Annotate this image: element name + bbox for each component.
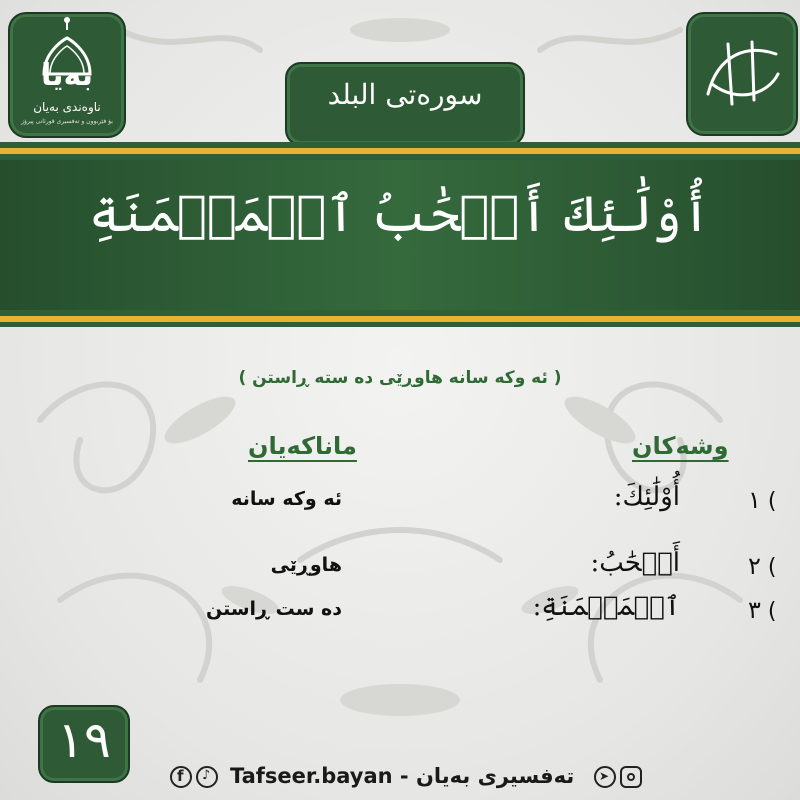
surah-name: سورەتی البلد [327,78,483,111]
facebook-icon[interactable]: f [170,766,192,788]
row-number: ٢ ( [748,552,777,580]
row-number: ٣ ( [748,596,777,624]
word-row [0,548,800,588]
word-meaning: ئه وکه سانه [231,488,342,510]
surah-name-box [285,62,525,146]
verse-text: أُوْلَٰئِكَ أَصۡحَٰبُ ٱلۡمَيۡمَنَةِ [89,185,711,243]
band-stripe [0,322,800,327]
footer-handle[interactable]: Tafseer.bayan - تەفسیری بەیان [230,764,575,788]
tiktok-icon[interactable]: ♪ [196,766,218,788]
telegram-icon[interactable]: ➤ [594,766,616,788]
word-row [0,482,800,522]
footer-social [170,762,650,792]
arabic-word: أَصۡحَٰبُ: [590,548,680,578]
word-meaning: ده ست ڕاستن [206,598,342,620]
words-column-header: وشەکان [632,432,729,460]
page-number: ١٩ [57,711,111,769]
word-meaning: هاوڕێی [270,554,342,576]
arabic-word: ٱلۡمَيۡمَنَةِ: [532,592,680,622]
instagram-icon[interactable] [620,766,642,788]
logo-main-text: بەیا [41,58,93,93]
meanings-column-header: ماناکەیان [248,432,357,460]
row-number: ١ ( [748,486,777,514]
page-number-box [38,705,130,783]
logo-box [8,12,126,138]
word-row [0,592,800,632]
verse-translation: ( ئه وکه سانه هاوڕێی ده سته ڕاستن ) [238,368,562,388]
arabic-word: أُوْلَٰئِكَ: [613,482,680,512]
logo-sub-text: ناوەندی بەیان [33,100,101,114]
quran-emblem-box [686,12,798,136]
logo-tiny-text: بۆ فێربوون و تەفسیری قورئانی پیرۆز [21,118,113,125]
